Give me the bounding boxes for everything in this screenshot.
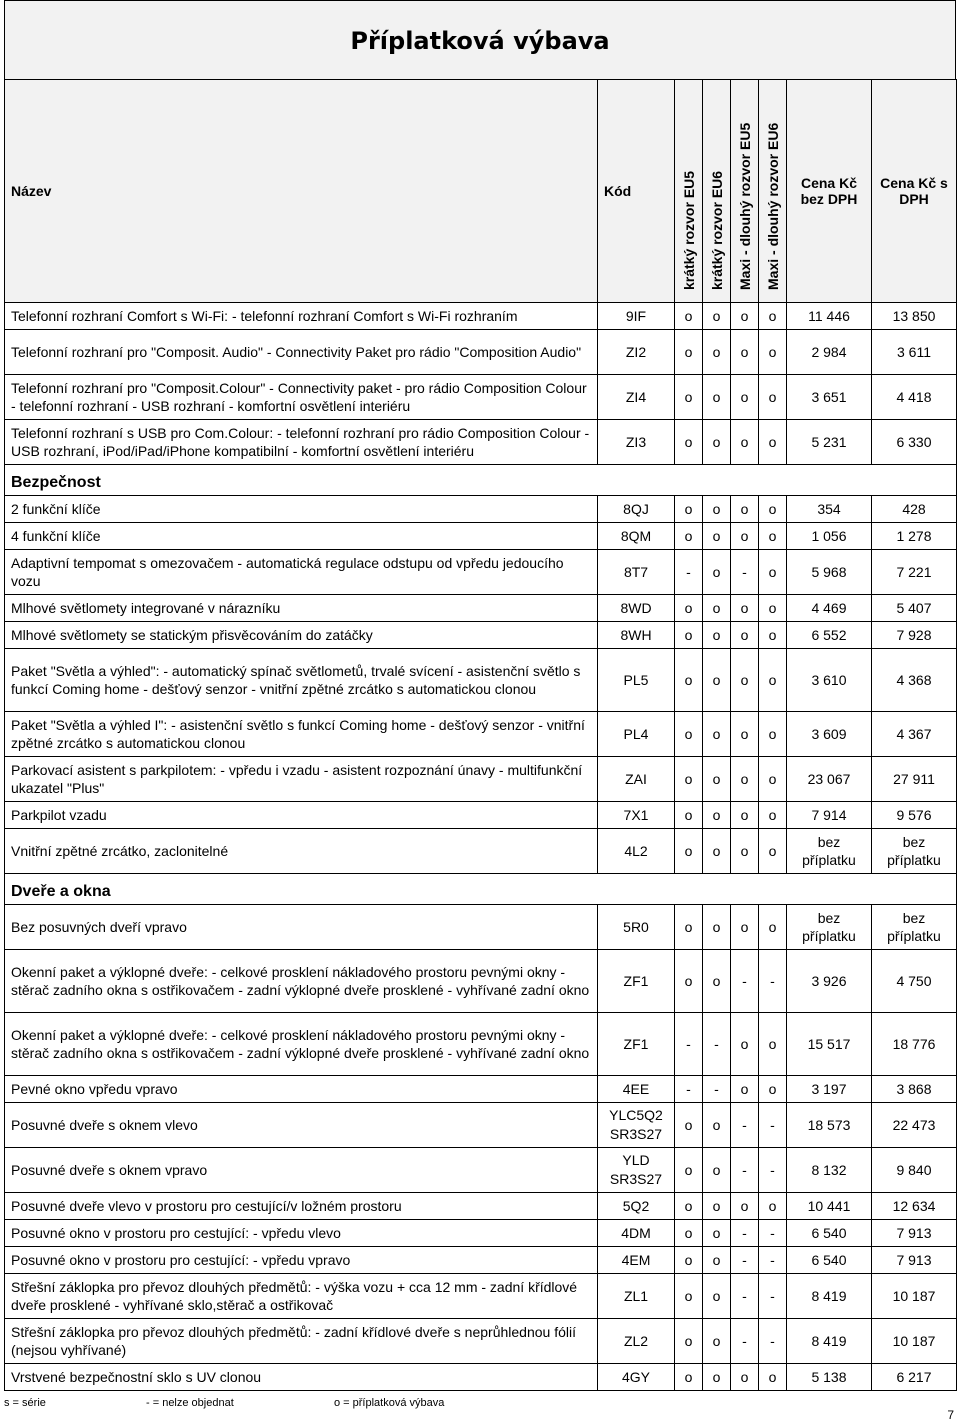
variant-mark: o (703, 375, 731, 420)
variant-mark: o (703, 496, 731, 523)
variant-mark: o (703, 1319, 731, 1364)
item-code: YLC5Q2 SR3S27 (598, 1103, 675, 1148)
variant-mark: - (731, 1319, 759, 1364)
item-name: Adaptivní tempomat s omezovačem - automatická regulace odstupu od vpředu jedoucího vozu (5, 550, 598, 595)
variant-mark: o (731, 757, 759, 802)
item-name: Parkovací asistent s parkpilotem: - vpředu i vzadu - asistent rozpoznání únavy - multifunkční ukazatel "Plus" (5, 757, 598, 802)
variant-mark: o (759, 330, 787, 375)
variant-mark: o (703, 1220, 731, 1247)
item-name: Telefonní rozhraní pro "Composit. Audio" - Connectivity Paket pro rádio "Composition Audio" (5, 330, 598, 375)
item-name: Paket "Světla a výhled I": - asistenční světlo s funkcí Coming home - dešťový senzor - vnitřní zpětné zrcátko s automatickou clonou (5, 712, 598, 757)
item-name: Okenní paket a výklopné dveře: - celkové prosklení nákladového prostoru pevnými okny - stěrač zadního okna s ostřikovačem - zadní výklopné dveře prosklené - vyhřívané zadní okno (5, 950, 598, 1013)
variant-mark: o (675, 802, 703, 829)
variant-mark: o (703, 829, 731, 874)
table-row (5, 550, 957, 595)
table-row (5, 802, 957, 829)
legend-priplatek: o = příplatková výbava (334, 1397, 445, 1409)
price-gross: 10 187 (872, 1319, 957, 1364)
table-row (5, 330, 957, 375)
table-row (5, 1364, 957, 1391)
variant-mark: o (731, 1193, 759, 1220)
legend-serie: s = série (4, 1397, 46, 1409)
variant-mark: o (759, 303, 787, 330)
variant-mark: - (759, 1103, 787, 1148)
variant-mark: o (675, 523, 703, 550)
item-name: Parkpilot vzadu (5, 802, 598, 829)
variant-mark: o (759, 420, 787, 465)
item-code: 5R0 (598, 905, 675, 950)
variant-mark: o (731, 712, 759, 757)
item-code: ZI2 (598, 330, 675, 375)
item-name: Paket "Světla a výhled": - automatický spínač světlometů, trvalé svícení - asistenční světlo s funkcí Coming home - dešťový senzor - vnitřní zpětné zrcátko s automatickou clonou (5, 649, 598, 712)
variant-mark: - (759, 1148, 787, 1193)
variant-mark: o (703, 649, 731, 712)
variant-mark: o (731, 420, 759, 465)
price-gross: 7 221 (872, 550, 957, 595)
variant-mark: - (731, 1274, 759, 1319)
variant-mark: - (731, 1103, 759, 1148)
price-net: 11 446 (787, 303, 872, 330)
table-header-row (5, 80, 957, 303)
variant-mark: o (675, 1103, 703, 1148)
section-row (5, 874, 957, 905)
price-gross: 13 850 (872, 303, 957, 330)
item-name: Telefonní rozhraní Comfort s Wi-Fi: - telefonní rozhraní Comfort s Wi-Fi rozhraním (5, 303, 598, 330)
price-net: 3 651 (787, 375, 872, 420)
price-gross: 9 840 (872, 1148, 957, 1193)
item-code: ZF1 (598, 950, 675, 1013)
variant-mark: - (731, 1148, 759, 1193)
variant-mark: o (759, 829, 787, 874)
item-name: Vrstvené bezpečnostní sklo s UV clonou (5, 1364, 598, 1391)
variant-mark: o (703, 1247, 731, 1274)
variant-mark: o (759, 802, 787, 829)
variant-mark: o (675, 1193, 703, 1220)
item-code: ZAI (598, 757, 675, 802)
price-gross: 1 278 (872, 523, 957, 550)
variant-mark: - (759, 1319, 787, 1364)
variant-mark: o (675, 1364, 703, 1391)
price-net: 15 517 (787, 1013, 872, 1076)
variant-mark: o (759, 496, 787, 523)
price-net: 4 469 (787, 595, 872, 622)
variant-mark: o (759, 757, 787, 802)
item-code: 8WD (598, 595, 675, 622)
price-net: 18 573 (787, 1103, 872, 1148)
price-net: 5 968 (787, 550, 872, 595)
variant-mark: - (675, 550, 703, 595)
price-net: 5 231 (787, 420, 872, 465)
table-row (5, 1103, 957, 1148)
variant-mark: o (759, 523, 787, 550)
price-gross: 4 418 (872, 375, 957, 420)
section-row (5, 465, 957, 496)
item-name: Posuvné okno v prostoru pro cestující: - vpředu vpravo (5, 1247, 598, 1274)
table-row (5, 712, 957, 757)
price-net: 5 138 (787, 1364, 872, 1391)
section-title: Bezpečnost (5, 465, 957, 496)
table-row (5, 950, 957, 1013)
item-code: 7X1 (598, 802, 675, 829)
variant-mark: o (675, 1247, 703, 1274)
variant-mark: - (703, 1076, 731, 1103)
variant-mark: o (759, 1013, 787, 1076)
price-gross: 10 187 (872, 1274, 957, 1319)
item-name: Střešní záklopka pro převoz dlouhých předmětů: - zadní křídlové dveře s neprůhlednou fólií (nejsou vyhřívané) (5, 1319, 598, 1364)
price-gross: 27 911 (872, 757, 957, 802)
item-code: YLD SR3S27 (598, 1148, 675, 1193)
price-gross: 7 913 (872, 1220, 957, 1247)
variant-mark: o (731, 375, 759, 420)
price-gross: 428 (872, 496, 957, 523)
price-net: 8 419 (787, 1274, 872, 1319)
table-row (5, 1319, 957, 1364)
variant-mark: o (731, 523, 759, 550)
variant-mark: o (759, 1193, 787, 1220)
item-name: Telefonní rozhraní pro "Composit.Colour" - Connectivity paket - pro rádio Composition Colour - telefonní rozhraní - USB rozhraní - komfortní osvětlení interiéru (5, 375, 598, 420)
item-name: Střešní záklopka pro převoz dlouhých předmětů: - výška vozu + cca 12 mm - zadní křídlové dveře prosklené - vyhřívané sklo,stěrač a ostřikovač (5, 1274, 598, 1319)
variant-mark: o (675, 595, 703, 622)
header-code: Kód (598, 80, 675, 303)
price-net: 3 610 (787, 649, 872, 712)
item-code: 9IF (598, 303, 675, 330)
price-gross: 12 634 (872, 1193, 957, 1220)
table-row (5, 829, 957, 874)
variant-mark: o (703, 1103, 731, 1148)
variant-mark: o (731, 330, 759, 375)
variant-mark: o (703, 757, 731, 802)
variant-mark: o (759, 1076, 787, 1103)
variant-mark: - (675, 1076, 703, 1103)
variant-mark: o (731, 1076, 759, 1103)
item-code: ZL1 (598, 1274, 675, 1319)
variant-mark: o (759, 1364, 787, 1391)
variant-mark: o (703, 330, 731, 375)
table-row (5, 1247, 957, 1274)
variant-mark: o (731, 649, 759, 712)
variant-mark: o (703, 303, 731, 330)
price-gross: 5 407 (872, 595, 957, 622)
variant-mark: o (703, 1364, 731, 1391)
variant-mark: o (703, 712, 731, 757)
variant-mark: o (675, 1274, 703, 1319)
variant-mark: o (675, 1220, 703, 1247)
variant-mark: o (675, 905, 703, 950)
item-code: 5Q2 (598, 1193, 675, 1220)
item-code: ZL2 (598, 1319, 675, 1364)
item-code: ZI4 (598, 375, 675, 420)
item-name: Pevné okno vpředu vpravo (5, 1076, 598, 1103)
variant-mark: o (731, 829, 759, 874)
variant-mark: o (675, 1148, 703, 1193)
variant-mark: o (759, 712, 787, 757)
variant-mark: o (731, 622, 759, 649)
header-name: Název (5, 80, 598, 303)
variant-mark: o (703, 595, 731, 622)
variant-mark: o (731, 802, 759, 829)
legend-nelze: - = nelze objednat (146, 1397, 234, 1409)
price-net: bez příplatku (787, 829, 872, 874)
item-name: Vnitřní zpětné zrcátko, zaclonitelné (5, 829, 598, 874)
variant-mark: - (731, 550, 759, 595)
variant-mark: - (759, 1274, 787, 1319)
item-name: Posuvné dveře vlevo v prostoru pro cestující/v ložném prostoru (5, 1193, 598, 1220)
price-net: 3 609 (787, 712, 872, 757)
header-variant-2: krátký rozvor EU6 (703, 80, 731, 303)
price-net: 10 441 (787, 1193, 872, 1220)
item-name: Mlhové světlomety integrované v nárazníku (5, 595, 598, 622)
variant-mark: - (731, 1247, 759, 1274)
variant-mark: o (703, 1193, 731, 1220)
item-name: Mlhové světlomety se statickým přisvěcováním do zatáčky (5, 622, 598, 649)
variant-mark: o (731, 905, 759, 950)
price-gross: 4 367 (872, 712, 957, 757)
price-net: 3 926 (787, 950, 872, 1013)
table-row (5, 1148, 957, 1193)
variant-mark: o (759, 375, 787, 420)
table-row (5, 757, 957, 802)
item-name: Posuvné dveře s oknem vpravo (5, 1148, 598, 1193)
price-gross: 18 776 (872, 1013, 957, 1076)
price-net: 6 552 (787, 622, 872, 649)
variant-mark: o (675, 829, 703, 874)
item-code: 8QJ (598, 496, 675, 523)
table-row (5, 1193, 957, 1220)
price-gross: 6 330 (872, 420, 957, 465)
variant-mark: - (759, 950, 787, 1013)
price-gross: bez příplatku (872, 829, 957, 874)
table-row (5, 905, 957, 950)
price-gross: 3 868 (872, 1076, 957, 1103)
variant-mark: o (703, 1148, 731, 1193)
variant-mark: o (703, 420, 731, 465)
price-gross: 7 928 (872, 622, 957, 649)
variant-mark: o (731, 595, 759, 622)
price-net: 3 197 (787, 1076, 872, 1103)
price-table (4, 79, 957, 1391)
variant-mark: o (675, 950, 703, 1013)
variant-mark: o (675, 1319, 703, 1364)
table-row (5, 496, 957, 523)
item-code: PL5 (598, 649, 675, 712)
page-title: Příplatková výbava (350, 27, 610, 55)
variant-mark: o (675, 375, 703, 420)
item-name: Posuvné dveře s oknem vlevo (5, 1103, 598, 1148)
variant-mark: - (703, 1013, 731, 1076)
page-title-box (4, 0, 956, 80)
item-code: 8T7 (598, 550, 675, 595)
item-code: 8WH (598, 622, 675, 649)
variant-mark: o (675, 496, 703, 523)
variant-mark: o (759, 550, 787, 595)
table-row (5, 303, 957, 330)
variant-mark: o (731, 1364, 759, 1391)
price-net: 6 540 (787, 1247, 872, 1274)
table-row (5, 649, 957, 712)
item-code: PL4 (598, 712, 675, 757)
item-code: 4GY (598, 1364, 675, 1391)
price-gross: bez příplatku (872, 905, 957, 950)
variant-mark: o (731, 303, 759, 330)
variant-mark: o (675, 649, 703, 712)
table-row (5, 1220, 957, 1247)
item-name: Okenní paket a výklopné dveře: - celkové prosklení nákladového prostoru pevnými okny - stěrač zadního okna s ostřikovačem - zadní výklopné dveře prosklené - vyhřívané zadní okno (5, 1013, 598, 1076)
variant-mark: o (703, 905, 731, 950)
price-net: 7 914 (787, 802, 872, 829)
variant-mark: o (703, 950, 731, 1013)
variant-mark: o (703, 622, 731, 649)
price-gross: 4 750 (872, 950, 957, 1013)
price-net: 6 540 (787, 1220, 872, 1247)
table-row (5, 375, 957, 420)
price-net: 23 067 (787, 757, 872, 802)
variant-mark: o (675, 757, 703, 802)
variant-mark: o (703, 550, 731, 595)
header-price-net: Cena Kč bez DPH (787, 80, 872, 303)
item-code: 4EM (598, 1247, 675, 1274)
price-net: bez příplatku (787, 905, 872, 950)
variant-mark: o (703, 1274, 731, 1319)
price-net: 8 132 (787, 1148, 872, 1193)
table-row (5, 595, 957, 622)
variant-mark: o (731, 496, 759, 523)
price-net: 8 419 (787, 1319, 872, 1364)
variant-mark: o (703, 523, 731, 550)
item-name: 2 funkční klíče (5, 496, 598, 523)
price-net: 1 056 (787, 523, 872, 550)
table-row (5, 420, 957, 465)
item-name: Bez posuvných dveří vpravo (5, 905, 598, 950)
price-gross: 22 473 (872, 1103, 957, 1148)
variant-mark: o (759, 622, 787, 649)
item-code: ZF1 (598, 1013, 675, 1076)
variant-mark: o (675, 622, 703, 649)
table-row (5, 1274, 957, 1319)
item-code: 8QM (598, 523, 675, 550)
page-number: 7 (947, 1408, 954, 1422)
variant-mark: o (675, 303, 703, 330)
variant-mark: o (675, 330, 703, 375)
item-code: 4L2 (598, 829, 675, 874)
section-title: Dveře a okna (5, 874, 957, 905)
header-price-gross: Cena Kč s DPH (872, 80, 957, 303)
item-name: Telefonní rozhraní s USB pro Com.Colour: - telefonní rozhraní pro rádio Composition Colour - USB rozhraní, iPod/iPad/iPhone kompatibilní - komfortní osvětlení interiéru (5, 420, 598, 465)
table-row (5, 1013, 957, 1076)
table-row (5, 622, 957, 649)
header-variant-1: krátký rozvor EU5 (675, 80, 703, 303)
price-net: 354 (787, 496, 872, 523)
variant-mark: - (731, 950, 759, 1013)
price-net: 2 984 (787, 330, 872, 375)
table-row (5, 523, 957, 550)
variant-mark: - (731, 1220, 759, 1247)
item-name: 4 funkční klíče (5, 523, 598, 550)
variant-mark: - (759, 1220, 787, 1247)
variant-mark: o (731, 1013, 759, 1076)
variant-mark: o (675, 712, 703, 757)
variant-mark: - (675, 1013, 703, 1076)
variant-mark: o (759, 595, 787, 622)
item-code: 4DM (598, 1220, 675, 1247)
price-gross: 6 217 (872, 1364, 957, 1391)
variant-mark: o (675, 420, 703, 465)
variant-mark: o (759, 649, 787, 712)
price-gross: 4 368 (872, 649, 957, 712)
item-name: Posuvné okno v prostoru pro cestující: - vpředu vlevo (5, 1220, 598, 1247)
price-gross: 7 913 (872, 1247, 957, 1274)
variant-mark: - (759, 1247, 787, 1274)
item-code: 4EE (598, 1076, 675, 1103)
item-code: ZI3 (598, 420, 675, 465)
table-row (5, 1076, 957, 1103)
price-gross: 3 611 (872, 330, 957, 375)
header-variant-4: Maxi - dlouhý rozvor EU6 (759, 80, 787, 303)
price-gross: 9 576 (872, 802, 957, 829)
header-variant-3: Maxi - dlouhý rozvor EU5 (731, 80, 759, 303)
variant-mark: o (703, 802, 731, 829)
variant-mark: o (759, 905, 787, 950)
